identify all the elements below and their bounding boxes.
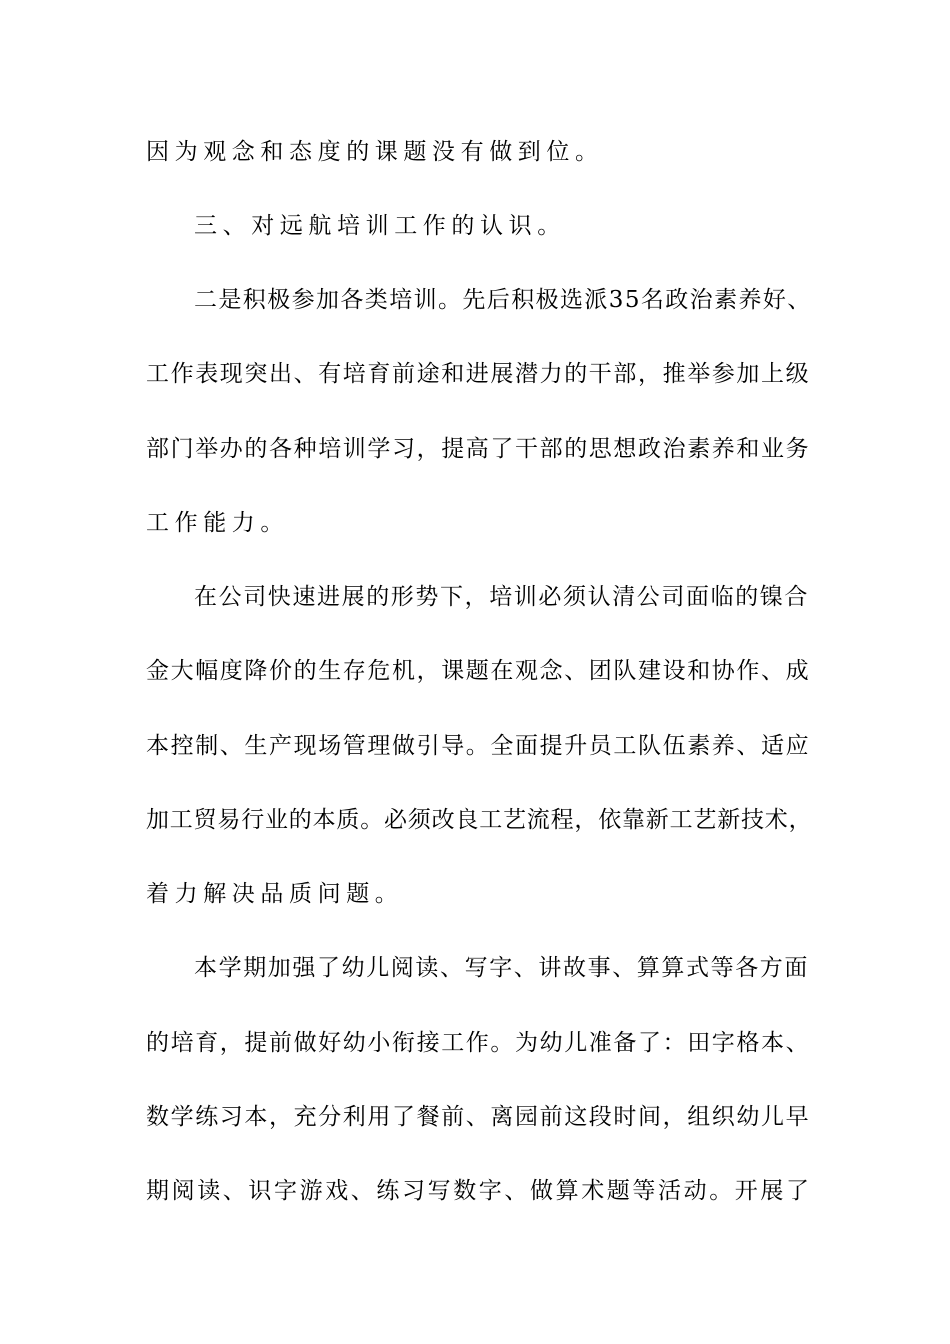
text-line: 本控制、生产现场管理做引导。全面提升员工队伍素养、适应 — [146, 733, 811, 759]
text-line: 的培育，提前做好幼小衔接工作。为幼儿准备了：田字格本、 — [146, 1030, 811, 1056]
text-line: 数学练习本，充分利用了餐前、离园前这段时间，组织幼儿早 — [146, 1104, 811, 1130]
text-line: 在公司快速进展的形势下，培训必须认清公司面临的镍合 — [194, 584, 809, 610]
text-line: 因为观念和态度的课题没有做到位。 — [146, 139, 604, 165]
text-line: 部门举办的各种培训学习，提高了干部的思想政治素养和业务 — [146, 436, 811, 462]
text-line: 本学期加强了幼儿阅读、写字、讲故事、算算式等各方面 — [194, 955, 809, 981]
text-line: 二是积极参加各类培训。先后积极选派35名政治素养好、 — [194, 287, 812, 313]
text-line: 金大幅度降价的生存危机，课题在观念、团队建设和协作、成 — [146, 658, 811, 684]
text-line: 着力解决品质问题。 — [146, 881, 404, 907]
text-line: 工作能力。 — [146, 510, 289, 536]
text-line: 工作表现突出、有培育前途和进展潜力的干部，推举参加上级 — [146, 361, 811, 387]
text-line: 加工贸易行业的本质。必须改良工艺流程，依靠新工艺新技术， — [146, 807, 813, 833]
text-line: 期阅读、识字游戏、练习写数字、做算术题等活动。开展了 — [146, 1178, 812, 1204]
section-heading: 三、对远航培训工作的认识。 — [194, 213, 566, 239]
